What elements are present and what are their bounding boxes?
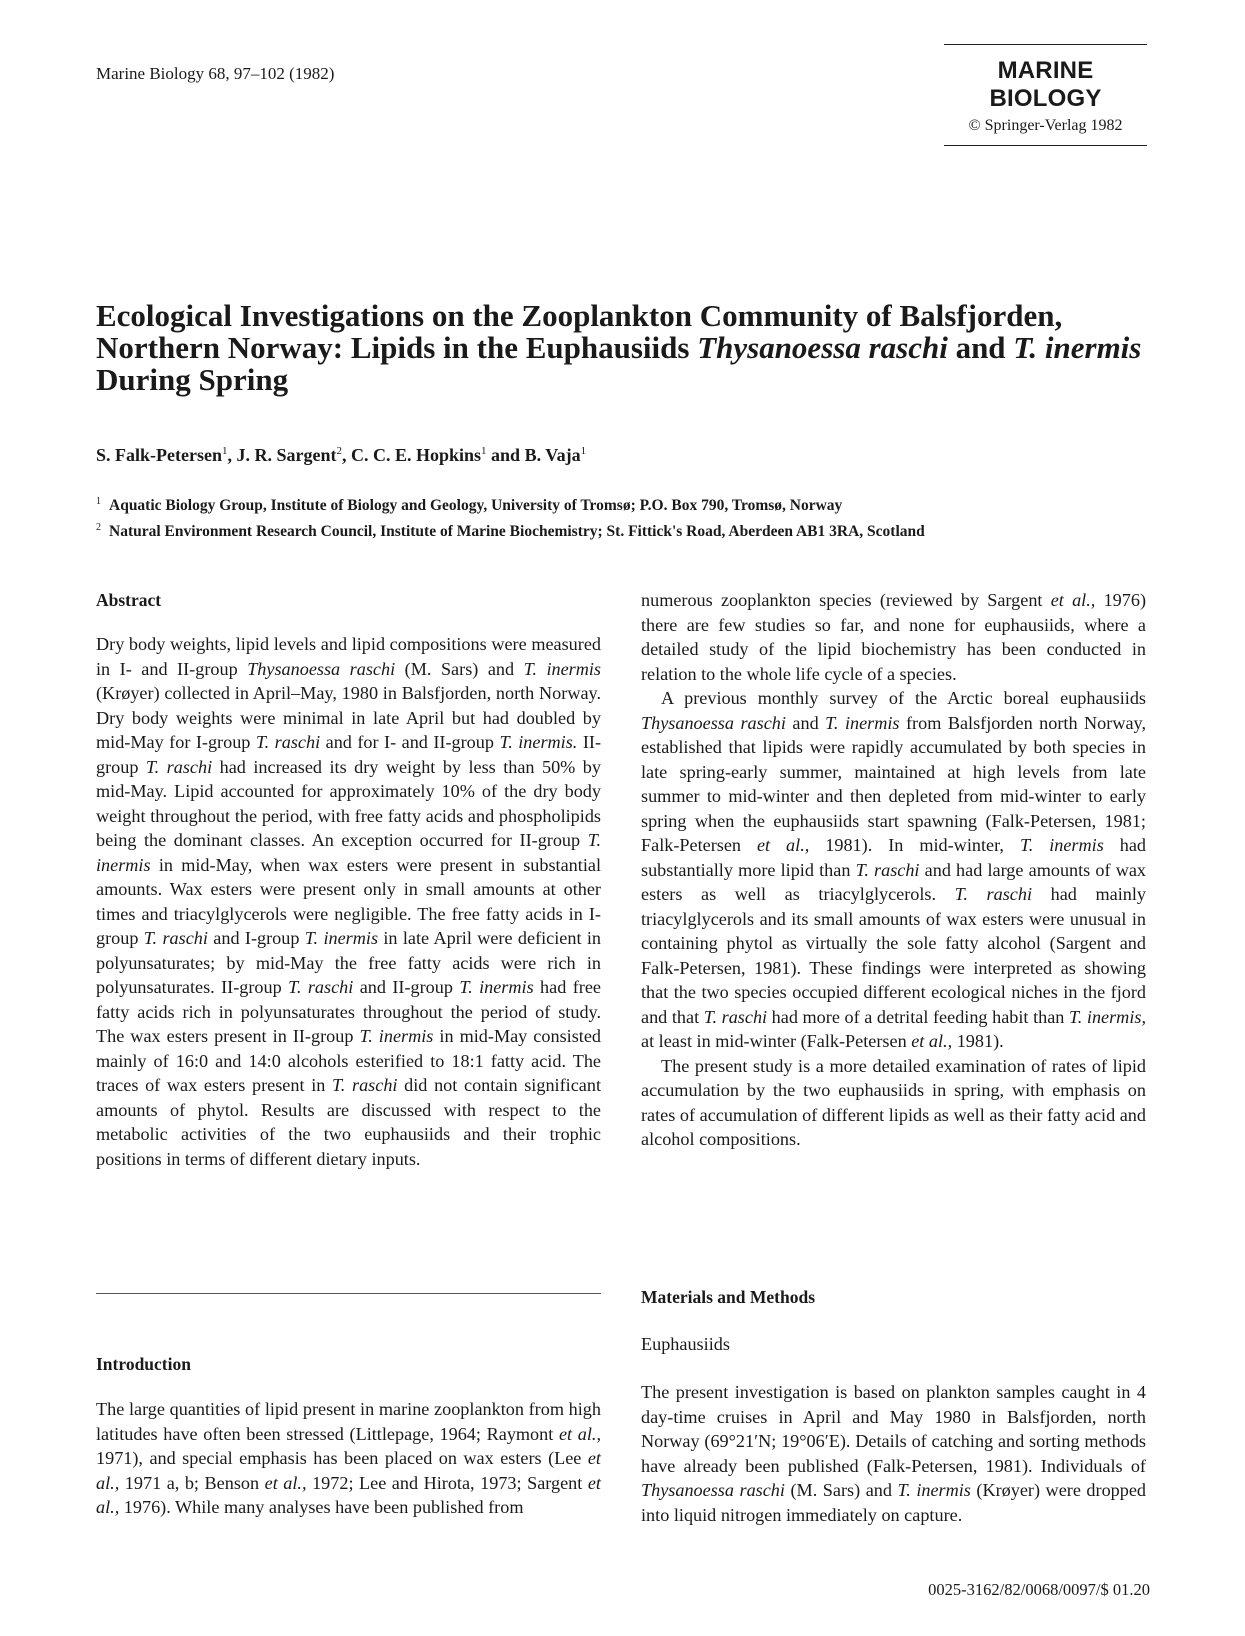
journal-name: MARINE BIOLOGY (989, 57, 1102, 112)
intro-cont-paragraph-1 (641, 588, 1146, 686)
right-species-2-4: T. inermis (1019, 835, 1104, 855)
author-1-affil: 1 (221, 445, 228, 457)
intro-cont-paragraph-2 (641, 686, 1146, 1054)
right-species-2-2: T. inermis (825, 712, 900, 733)
right-etal-2-9: et al., (911, 1031, 953, 1051)
abstract-text-5: II-group (96, 732, 602, 777)
paper-title (96, 300, 1156, 396)
right-species-2-7: T. raschi (703, 1006, 768, 1027)
intro-text-2: 1971), and special emphasis has been placed on wax esters (Lee (96, 1448, 588, 1468)
author-list: S. Falk-Petersen$^1$, J. R. Sargent$^2$, C. C. E. Hopkins$^1$ and B. Vaja$^1$ (96, 445, 587, 465)
author-2-affil: 2 (336, 445, 342, 457)
right-etal-2-3: et al., (756, 835, 810, 855)
abstract-text-13: did not contain significant amounts of phytol. Results are discussed with respect to the metabolic activities of the two euphausiids and their trophic positions in terms of different dietary inputs. (96, 1075, 601, 1169)
title-species2: T. inermis (1013, 330, 1142, 365)
abstract-text-7: in mid-May, when wax esters were present in substantial amounts. Wax esters were present only in small amounts at other times and triacylglycerols were negligible. The free fatty acids in I-group (96, 854, 601, 948)
author-2: J. R. Sargent (236, 445, 337, 465)
right-text-2d: 1981). In mid-winter, (809, 835, 1020, 855)
abstract-text-4: and for I- and II-group (320, 732, 500, 752)
abstract-species-12: T. raschi (332, 1075, 398, 1095)
affiliation-2-number: 2 (96, 522, 101, 533)
affiliation-1-text: Aquatic Biology Group, Institute of Biology and Geology, University of Tromsø; P.O. Box 790, Tromsø, Norway (109, 497, 843, 515)
abstract-species-1: Thysanoessa raschi (247, 658, 396, 679)
intro-text-3: 1971 a, b; Benson (119, 1472, 265, 1493)
title-part3: During Spring (96, 362, 289, 397)
author-3: C. C. E. Hopkins (350, 445, 482, 465)
author-4-affil: 1 (580, 445, 587, 457)
abstract-body (96, 632, 601, 1171)
affiliation-2 (96, 522, 1156, 541)
euphausiids-subheading: Euphausiids (641, 1334, 730, 1354)
abstract-species-2: T. inermis (523, 658, 602, 679)
abstract-divider (96, 1293, 601, 1294)
right-text-1a: numerous zooplankton species (reviewed by Sargent (641, 590, 1051, 610)
right-species-2-5: T. raschi (855, 859, 920, 880)
right-text-2h: had more of a detrital feeding habit than (767, 1006, 1069, 1027)
introduction-heading: Introduction (96, 1354, 191, 1374)
methods-text-2: (M. Sars) and (784, 1480, 898, 1500)
journal-masthead (944, 44, 1147, 146)
right-text-1b: 1976) there are few studies so far, and none for euphausiids, where a detailed study of the lipid biochemistry has been conducted in relation to the whole life cycle of a species. (641, 590, 1146, 684)
abstract-species-4: T. inermis. (499, 732, 578, 752)
abstract-species-11: T. inermis (359, 1026, 434, 1046)
intro-cont-paragraph-3: The present study is a more detailed examination of rates of lipid accumulation by the two euphausiids in spring, with emphasis on rates of accumulation of different lipids as well as their fatty acid and alcohol compositions. (641, 1055, 1146, 1149)
abstract-text-9: in late April were deficient in polyunsaturates; by mid-May the free fatty acids were rich in polyunsaturates. II-group (96, 928, 602, 997)
author-and: and (491, 445, 521, 465)
abstract-text-10: and II-group (353, 977, 460, 997)
title-species1: Thysanoessa raschi (697, 330, 948, 365)
right-etal-1: et al., (1050, 590, 1096, 610)
right-species-2-8: T. inermis, (1068, 1006, 1146, 1027)
abstract-species-9: T. raschi (288, 977, 354, 997)
intro-text-5: 1976). While many analyses have been published from (119, 1497, 524, 1517)
methods-species-1: Thysanoessa raschi (641, 1480, 785, 1500)
right-text-2e: had substantially more lipid than (641, 835, 1147, 880)
abstract-species-6: T. inermis (96, 830, 601, 875)
methods-paragraph (641, 1380, 1146, 1527)
methods-text-3: (Krøyer) were dropped into liquid nitrogen immediately on capture. (641, 1480, 1147, 1525)
right-species-2-1: Thysanoessa raschi (641, 712, 786, 733)
intro-text-4: 1972; Lee and Hirota, 1973; Sargent (306, 1472, 588, 1493)
right-text-2b: and (785, 712, 826, 733)
right-text-2c: from Balsfjorden north Norway, established that lipids were rapidly accumulated by both species in late spring-early summer, maintained at high levels from late summer to mid-winter and then depleted from mid-winter to early spring when the euphausiids start spawning (Falk-Petersen, 1981; Falk-Petersen (641, 712, 1146, 855)
intro-etal-4: et al., (96, 1472, 601, 1517)
abstract-text-11: had free fatty acids rich in polyunsaturates throughout the period of study. The wax esters present in II-group (96, 977, 601, 1046)
methods-body (641, 1380, 1146, 1527)
abstract-species-3: T. raschi (255, 732, 321, 752)
publisher-line: © Springer-Verlag 1982 (968, 117, 1123, 134)
abstract-paragraph (96, 632, 601, 1171)
abstract-heading: Abstract (96, 590, 162, 610)
abstract-text-1: Dry body weights, lipid levels and lipid compositions were measured in I- and II-group (96, 634, 601, 679)
author-4: B. Vaja (524, 445, 581, 465)
introduction-body (96, 1397, 601, 1520)
abstract-species-8: T. inermis (304, 928, 379, 948)
abstract-species-5: T. raschi (145, 756, 213, 777)
methods-text-1: The present investigation is based on plankton samples caught in 4 day-time cruises in April and May 1980 in Balsfjorden, north Norway (69°21′N; 19°06′E). Details of catching and sorting methods have already been published (Falk-Petersen, 1981). Individuals of (641, 1382, 1146, 1476)
author-1: S. Falk-Petersen (96, 445, 222, 465)
abstract-text-2: (M. Sars) and (395, 658, 524, 679)
affiliation-1 (96, 496, 1156, 515)
intro-etal-2: et al., (96, 1448, 601, 1493)
right-text-2j: at least in mid-winter (Falk-Petersen (641, 1031, 912, 1051)
right-text-2f: and had large amounts of wax esters as well as triacylglycerols. (641, 859, 1146, 904)
affiliation-1-number: 1 (96, 496, 101, 507)
title-part1: Ecological Investigations on the Zooplankton Community of Balsfjorden, Northern Norway: Lipids in the Euphausiids (96, 298, 1063, 365)
abstract-text-3: (Krøyer) collected in April–May, 1980 in Balsfjorden, north Norway. Dry body weights were minimal in late April but had doubled by mid-May for I-group (96, 683, 601, 752)
running-head: Marine Biology 68, 97–102 (1982) (96, 64, 335, 83)
right-text-2k: 1981). (952, 1031, 1004, 1051)
methods-species-2: T. inermis (897, 1480, 971, 1500)
right-species-2-6: T. raschi (954, 884, 1033, 904)
abstract-text-12: in mid-May consisted mainly of 16:0 and 14:0 alcohols esterified to 18:1 fatty acid. The traces of wax esters present in (96, 1026, 601, 1095)
affiliation-2-text: Natural Environment Research Council, Institute of Marine Biochemistry; St. Fittick's Road, Aberdeen AB1 3RA, Scotland (109, 523, 925, 541)
title-part2: and (947, 330, 1014, 365)
introduction-paragraph (96, 1397, 601, 1520)
author-3-affil: 1 (481, 445, 487, 457)
right-text-2a: A previous monthly survey of the Arctic boreal euphausiids (661, 688, 1146, 708)
intro-text-1: The large quantities of lipid present in marine zooplankton from high latitudes have often been stressed (Littlepage, 1964; Raymont (96, 1399, 601, 1444)
right-text-2g: had mainly triacylglycerols and its small amounts of wax esters were unusual in containing phytol as virtually the sole fatty alcohol (Sargent and Falk-Petersen, 1981). These findings were interpreted as showing that the two species occupied different ecological niches in the fjord and that (641, 884, 1146, 1027)
abstract-text-8: and I-group (207, 928, 305, 948)
abstract-species-10: T. inermis (459, 977, 534, 997)
intro-etal-3: et al., (264, 1472, 307, 1493)
introduction-continued (641, 588, 1146, 1152)
abstract-species-7: T. raschi (143, 928, 208, 948)
abstract-text-6: had increased its dry weight by less than 50% by mid-May. Lipid accounted for approximately 10% of the dry body weight throughout the period, with free fatty acids and phospholipids being the dominant classes. An exception occurred for II-group (96, 756, 601, 850)
methods-heading: Materials and Methods (641, 1287, 816, 1307)
article-code: 0025-3162/82/0068/0097/$ 01.20 (928, 1580, 1150, 1599)
intro-etal-1: et al., (558, 1423, 601, 1444)
